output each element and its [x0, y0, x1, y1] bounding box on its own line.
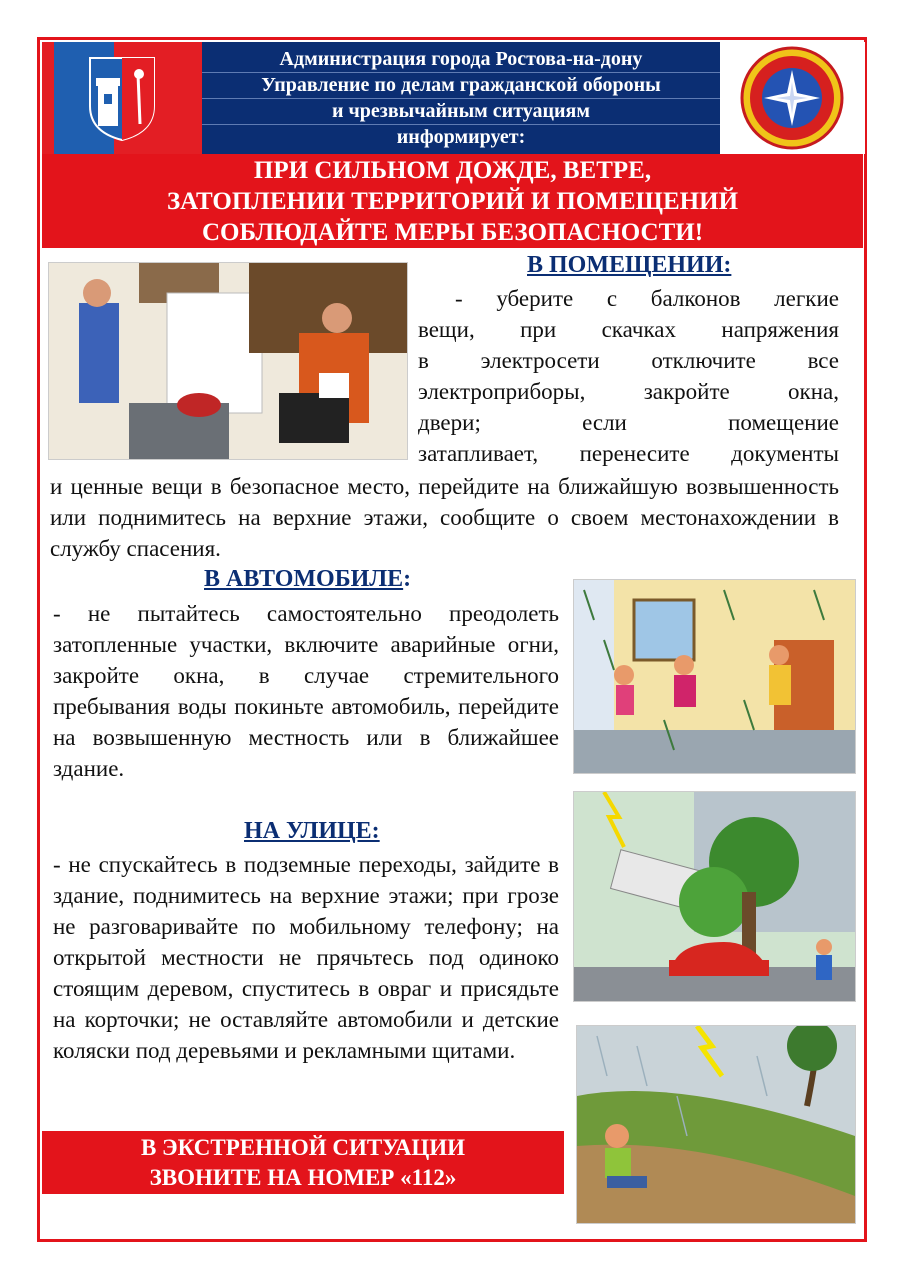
- indoor-text-line: в электросети отключите все: [418, 348, 839, 373]
- car-text: - не пытайтесь самостоятельно преодолеть затопленные участки, включите аварийные огни, закройте окна, в случае стремительного пребывания воды покиньте автомобиль, перейдите на возвышенную местность или в ближайшее здание.: [53, 601, 559, 781]
- car-title: [204, 566, 411, 593]
- banner-line: ПРИ СИЛЬНОМ ДОЖДЕ, ВЕТРЕ,: [253, 156, 652, 184]
- banner-line: ЗАТОПЛЕНИИ ТЕРРИТОРИЙ И ПОМЕЩЕНИЙ: [166, 187, 739, 215]
- emergency-emblem: [720, 42, 865, 154]
- header-line: Администрация города Ростова-на-дону: [202, 47, 720, 73]
- header-line: и чрезвычайным ситуациям: [202, 99, 720, 125]
- emblem-icon: [720, 42, 865, 154]
- footer-line: В ЭКСТРЕННОЙ СИТУАЦИИ: [140, 1134, 466, 1160]
- warning-banner: [42, 154, 863, 248]
- indoor-text-rest: и ценные вещи в безопасное место, перейдите на ближайшую возвышенность или поднимитесь на верхние этажи, сообщите о своем местонахождении в службу спасения.: [50, 474, 839, 561]
- car-title-text: В АВТОМОБИЛЕ: [204, 566, 404, 592]
- indoor-illustration: [48, 262, 408, 460]
- street-title: НА УЛИЦЕ:: [244, 818, 380, 844]
- car-title-colon: :: [403, 566, 412, 592]
- emergency-call-banner: [42, 1131, 564, 1194]
- rain-illustration: [573, 579, 856, 774]
- header-line: Управление по делам гражданской обороны: [202, 73, 720, 99]
- indoor-text-line: электроприборы, закройте окна,: [418, 379, 839, 404]
- banner-line: СОБЛЮДАЙТЕ МЕРЫ БЕЗОПАСНОСТИ!: [201, 218, 704, 246]
- coat-of-arms-icon: [82, 54, 162, 142]
- indoor-title: В ПОМЕЩЕНИИ:: [527, 252, 732, 278]
- street-text: - не спускайтесь в подземные переходы, зайдите в здание, поднимитесь на верхние этажи; при грозе не разговаривайте по мобильному телефону; на открытой местности не прячьтесь под одиноко стоящим деревом, спуститесь в овраг и присядьте на корточки; не оставляйте автомобили и детские коляски под деревьями и рекламными щитами.: [53, 852, 559, 1063]
- indoor-text-line: - уберите с балконов легкие: [455, 286, 839, 311]
- footer-line: ЗВОНИТЕ НА НОМЕР «112»: [149, 1164, 457, 1190]
- indoor-text-line: вещи, при скачках напряжения: [418, 317, 839, 342]
- indoor-text-line: двери; если помещение: [418, 410, 839, 435]
- lightning-illustration: [576, 1025, 856, 1224]
- header-block: [202, 42, 720, 154]
- storm-wind-illustration: [573, 791, 856, 1002]
- city-coat-of-arms: [42, 42, 202, 154]
- header-line: информирует:: [396, 125, 526, 148]
- indoor-text-line: затапливает, перенесите документы: [418, 441, 839, 466]
